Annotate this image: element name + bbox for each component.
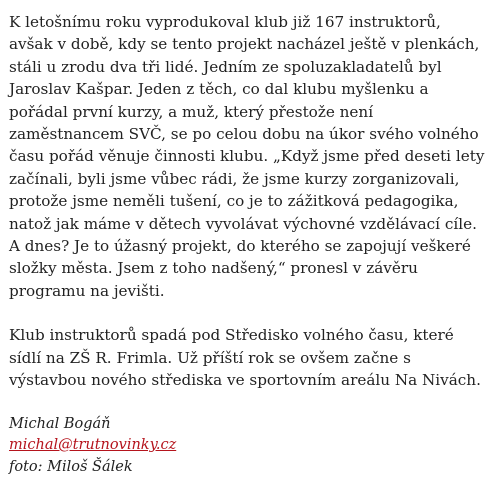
article-body <box>9 11 485 478</box>
article-paragraph-2: Klub instruktorů spadá pod Středisko volného času, které sídlí na ZŠ R. Frimla. Už příští rok se ovšem začne s výstavbou nového střediska ve sportovním areálu Na Nivách. <box>9 324 485 391</box>
author-email-link[interactable]: michal@trutnovinky.cz <box>9 437 176 453</box>
article-paragraph-1: K letošnímu roku vyprodukoval klub již 167 instruktorů, avšak v době, kdy se tento projekt nacházel ještě v plenkách, stáli u zrodu dva tři lidé. Jedním ze spoluzakladatelů byl Jaroslav Kašpar. Jeden z těch, co dal klubu myšlenku a pořádal první kurzy, a muž, který přestože není zaměstnancem SVČ, se po celou dobu na úkor svého volného času pořád věnuje činnosti klubu. „Když jsme před deseti lety začínali, byli jsme vůbec rádi, že jsme kurzy zorganizovali, protože jsme neměli tušení, co je to zážitková pedagogika, natož jak máme v dětech vyvolávat výchovné vzdělávací cíle. A dnes? Je to úžasný projekt, do kterého se zapojují veškeré složky města. Jsem z toho nadšený,“ pronesl v závěru programu na jevišti. <box>9 11 485 302</box>
author-name: Michal Bogáň <box>9 414 485 436</box>
photo-credit: foto: Miloš Šálek <box>9 457 485 478</box>
article-credits <box>9 414 485 478</box>
